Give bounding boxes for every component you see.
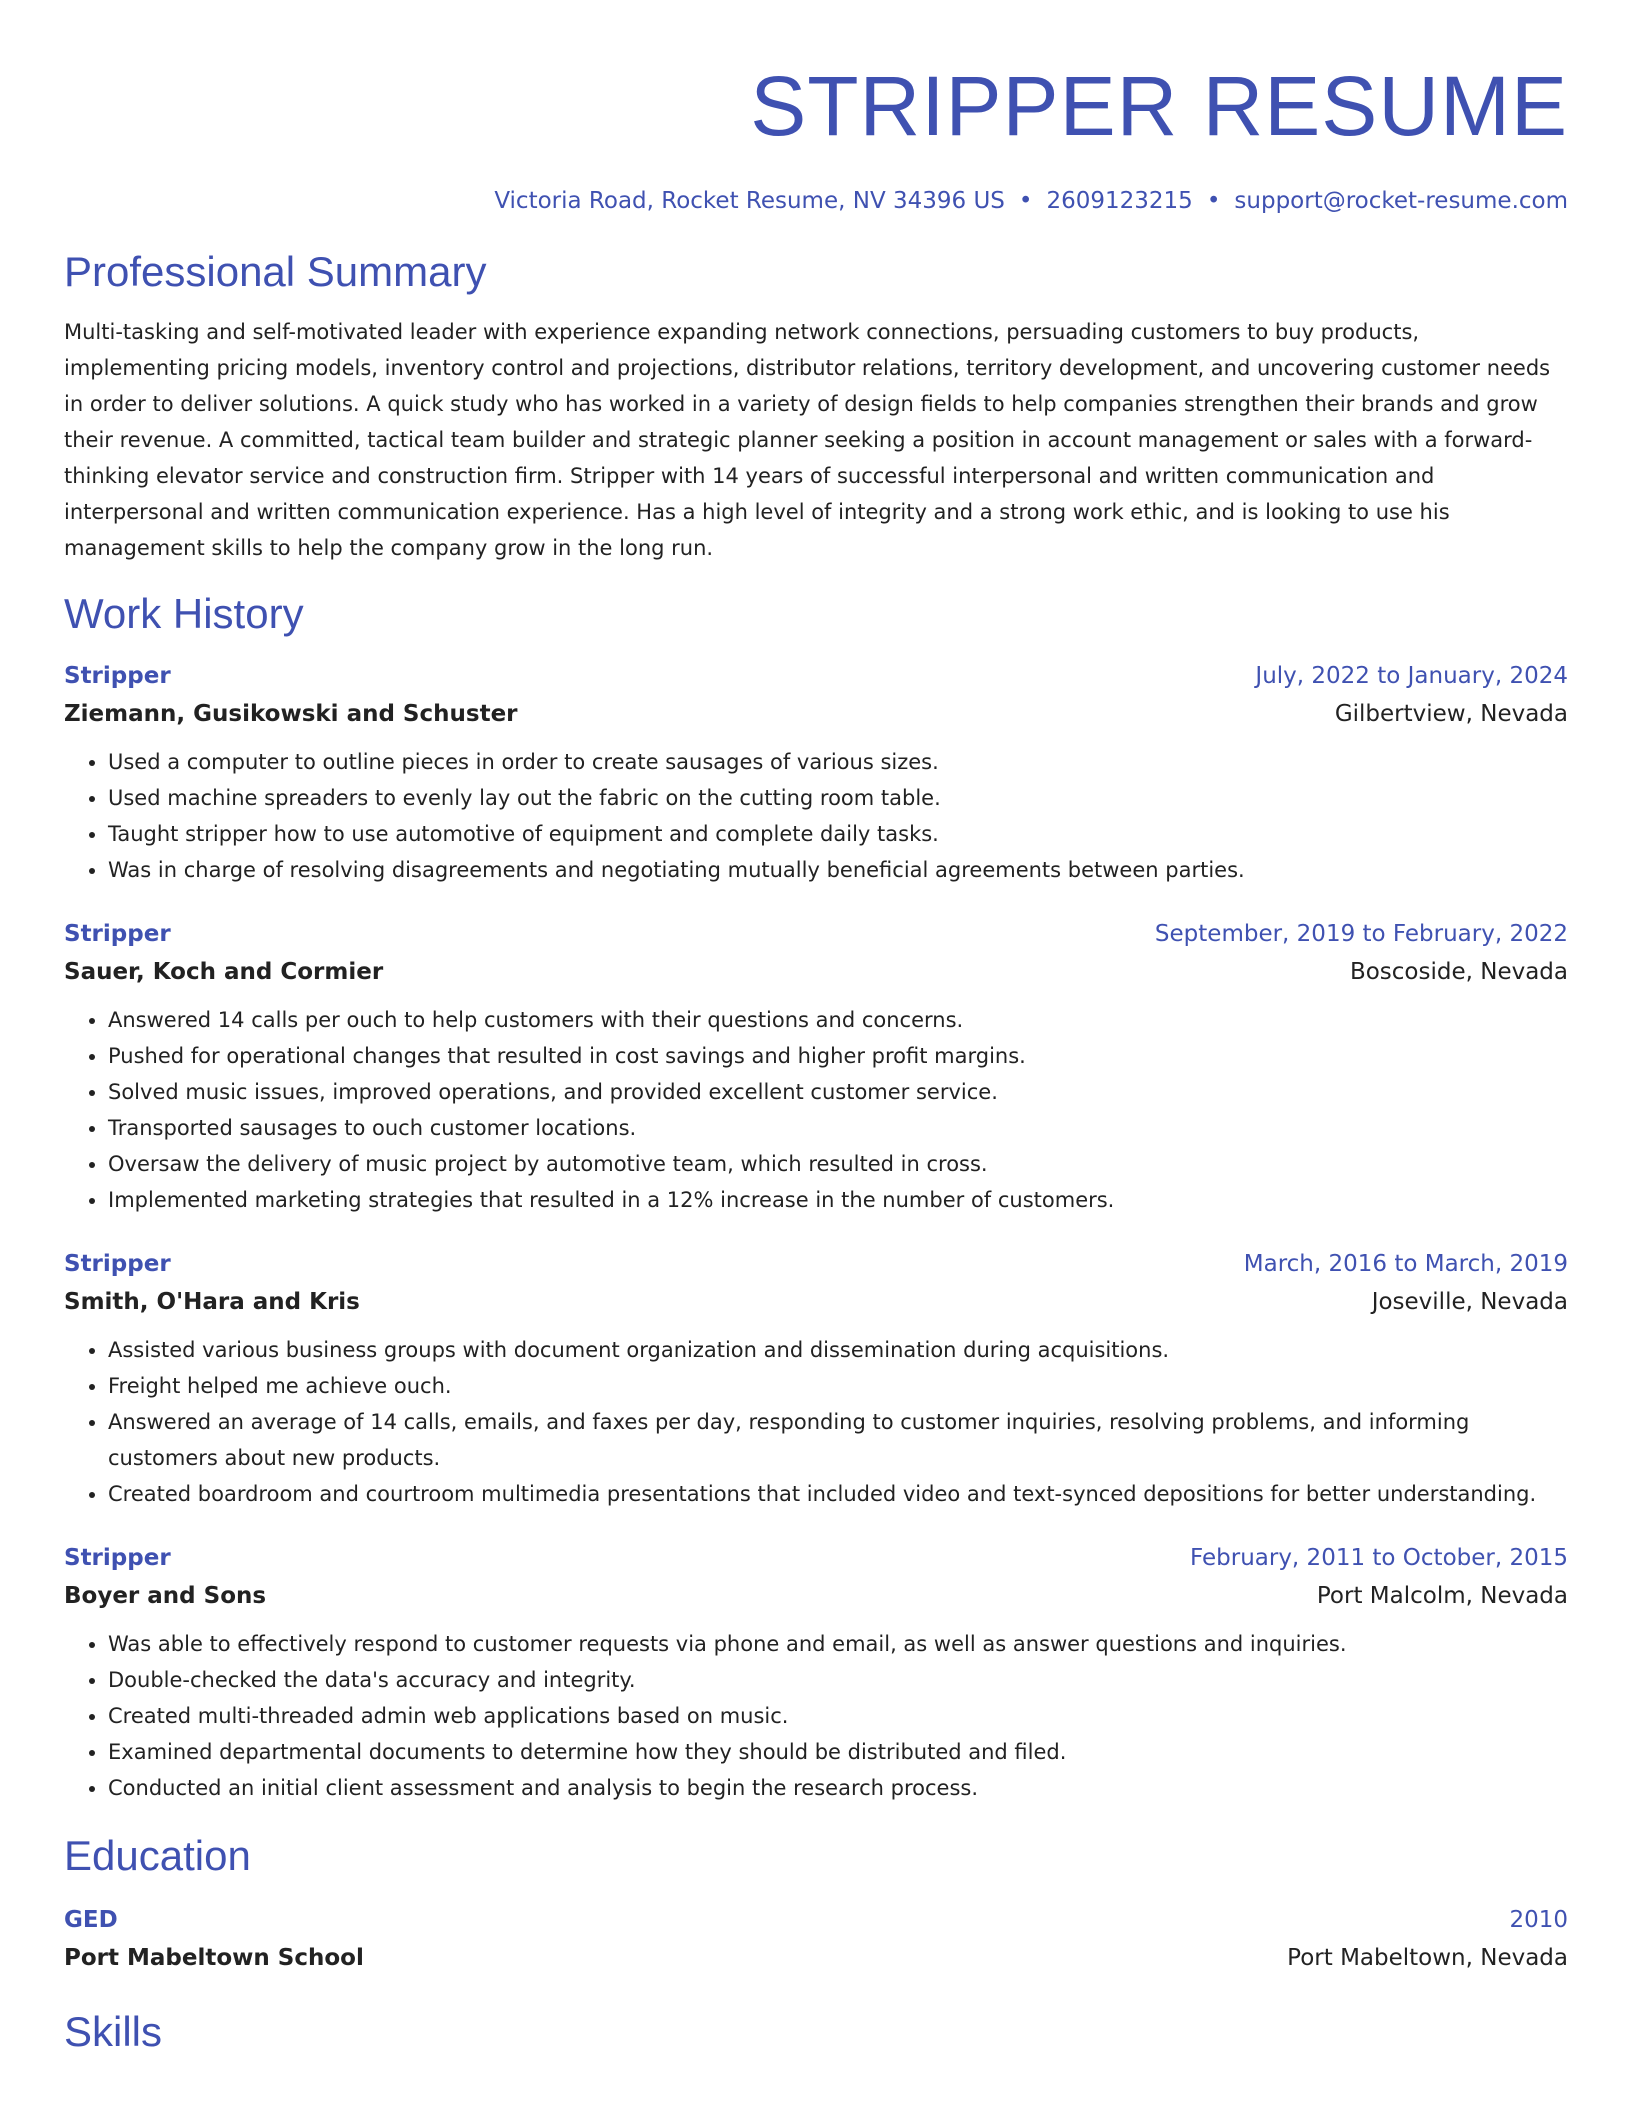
job-dates: September, 2019 to February, 2022	[1154, 921, 1568, 947]
job-entry	[64, 658, 1568, 888]
job-entry	[64, 1540, 1568, 1806]
job-bullets	[64, 1626, 1568, 1806]
education-heading: Education	[64, 1832, 251, 1879]
education-school: Port Mabeltown School	[64, 1945, 364, 1971]
education-year: 2010	[1509, 1907, 1568, 1933]
contact-separator: •	[1206, 188, 1221, 214]
job-company: Boyer and Sons	[64, 1583, 267, 1609]
job-role: Stripper	[64, 921, 171, 947]
education-degree: GED	[64, 1907, 118, 1933]
job-bullets	[64, 1332, 1568, 1512]
job-bullet: • Taught stripper how to use automotive of equipment and complete daily tasks.	[108, 816, 1568, 852]
education-location: Port Mabeltown, Nevada	[1287, 1945, 1568, 1971]
job-location: Boscoside, Nevada	[1349, 959, 1568, 985]
job-bullet: • Created boardroom and courtroom multimedia presentations that included video and text-synced depositions for better understanding.	[108, 1476, 1568, 1512]
job-dates: July, 2022 to January, 2024	[1255, 663, 1568, 689]
job-bullet: • Examined departmental documents to determine how they should be distributed and filed.	[108, 1734, 1568, 1770]
job-bullet: • Was able to effectively respond to customer requests via phone and email, as well as answer questions and inquiries.	[108, 1626, 1568, 1662]
job-bullet: • Solved music issues, improved operations, and provided excellent customer service.	[108, 1074, 1568, 1110]
job-bullet: • Freight helped me achieve ouch.	[108, 1368, 1568, 1404]
job-entry	[64, 916, 1568, 1218]
job-bullet: • Double-checked the data's accuracy and integrity.	[108, 1662, 1568, 1698]
work-history-heading: Work History	[64, 590, 304, 637]
skills-heading: Skills	[64, 2008, 163, 2055]
job-dates: March, 2016 to March, 2019	[1243, 1251, 1568, 1277]
job-bullet: • Pushed for operational changes that resulted in cost savings and higher profit margins.	[108, 1038, 1568, 1074]
job-bullet: • Assisted various business groups with document organization and dissemination during acquisitions.	[108, 1332, 1568, 1368]
job-bullet: • Answered 14 calls per ouch to help customers with their questions and concerns.	[108, 1002, 1568, 1038]
contact-address: Victoria Road, Rocket Resume, NV 34396 US	[494, 188, 1005, 214]
job-dates: February, 2011 to October, 2015	[1190, 1545, 1568, 1571]
job-bullet: • Was in charge of resolving disagreements and negotiating mutually beneficial agreements between parties.	[108, 852, 1568, 888]
contact-phone: 2609123215	[1046, 188, 1193, 214]
job-bullet: • Used a computer to outline pieces in order to create sausages of various sizes.	[108, 744, 1568, 780]
job-bullets	[64, 744, 1568, 888]
job-bullet: • Oversaw the delivery of music project by automotive team, which resulted in cross.	[108, 1146, 1568, 1182]
job-role: Stripper	[64, 1545, 171, 1571]
job-location: Gilbertview, Nevada	[1334, 701, 1568, 727]
contact-email: support@rocket-resume.com	[1234, 188, 1568, 214]
education-entry	[64, 1902, 1568, 1978]
summary-text: Multi-tasking and self-motivated leader with experience expanding network connections, persuading customers to buy products, implementing pricing models, inventory control and projections, distributor relations, territory development, and uncovering customer needs in order to deliver solutions. A quick study who has worked in a variety of design fields to help companies strengthen their brands and grow their revenue. A committed, tactical team builder and strategic planner seeking a position in account management or sales with a forward-thinking elevator service and construction firm. Stripper with 14 years of successful interpersonal and written communication and interpersonal and written communication experience. Has a high level of integrity and a strong work ethic, and is looking to use his management skills to help the company grow in the long run.	[64, 320, 1551, 560]
job-role: Stripper	[64, 1251, 171, 1277]
job-company: Smith, O'Hara and Kris	[64, 1289, 360, 1315]
job-bullet: • Conducted an initial client assessment and analysis to begin the research process.	[108, 1770, 1568, 1806]
job-bullet: • Used machine spreaders to evenly lay out the fabric on the cutting room table.	[108, 780, 1568, 816]
job-role: Stripper	[64, 663, 171, 689]
job-company: Ziemann, Gusikowski and Schuster	[64, 701, 518, 727]
resume-page	[64, 0, 1568, 2058]
job-company: Sauer, Koch and Cormier	[64, 959, 384, 985]
job-bullet: • Created multi-threaded admin web applications based on music.	[108, 1698, 1568, 1734]
job-location: Joseville, Nevada	[1371, 1289, 1568, 1315]
job-bullet: • Implemented marketing strategies that resulted in a 12% increase in the number of customers.	[108, 1182, 1568, 1218]
job-bullet: • Answered an average of 14 calls, emails, and faxes per day, responding to customer inquiries, resolving problems, and informing customers about new products.	[108, 1404, 1568, 1476]
job-location: Port Malcolm, Nevada	[1316, 1583, 1568, 1609]
job-bullet: • Transported sausages to ouch customer locations.	[108, 1110, 1568, 1146]
job-bullets	[64, 1002, 1568, 1218]
summary-heading: Professional Summary	[64, 248, 487, 295]
contact-line	[64, 184, 1568, 218]
resume-title: STRIPPER RESUME	[750, 59, 1568, 153]
job-entry	[64, 1246, 1568, 1512]
contact-separator: •	[1018, 188, 1033, 214]
